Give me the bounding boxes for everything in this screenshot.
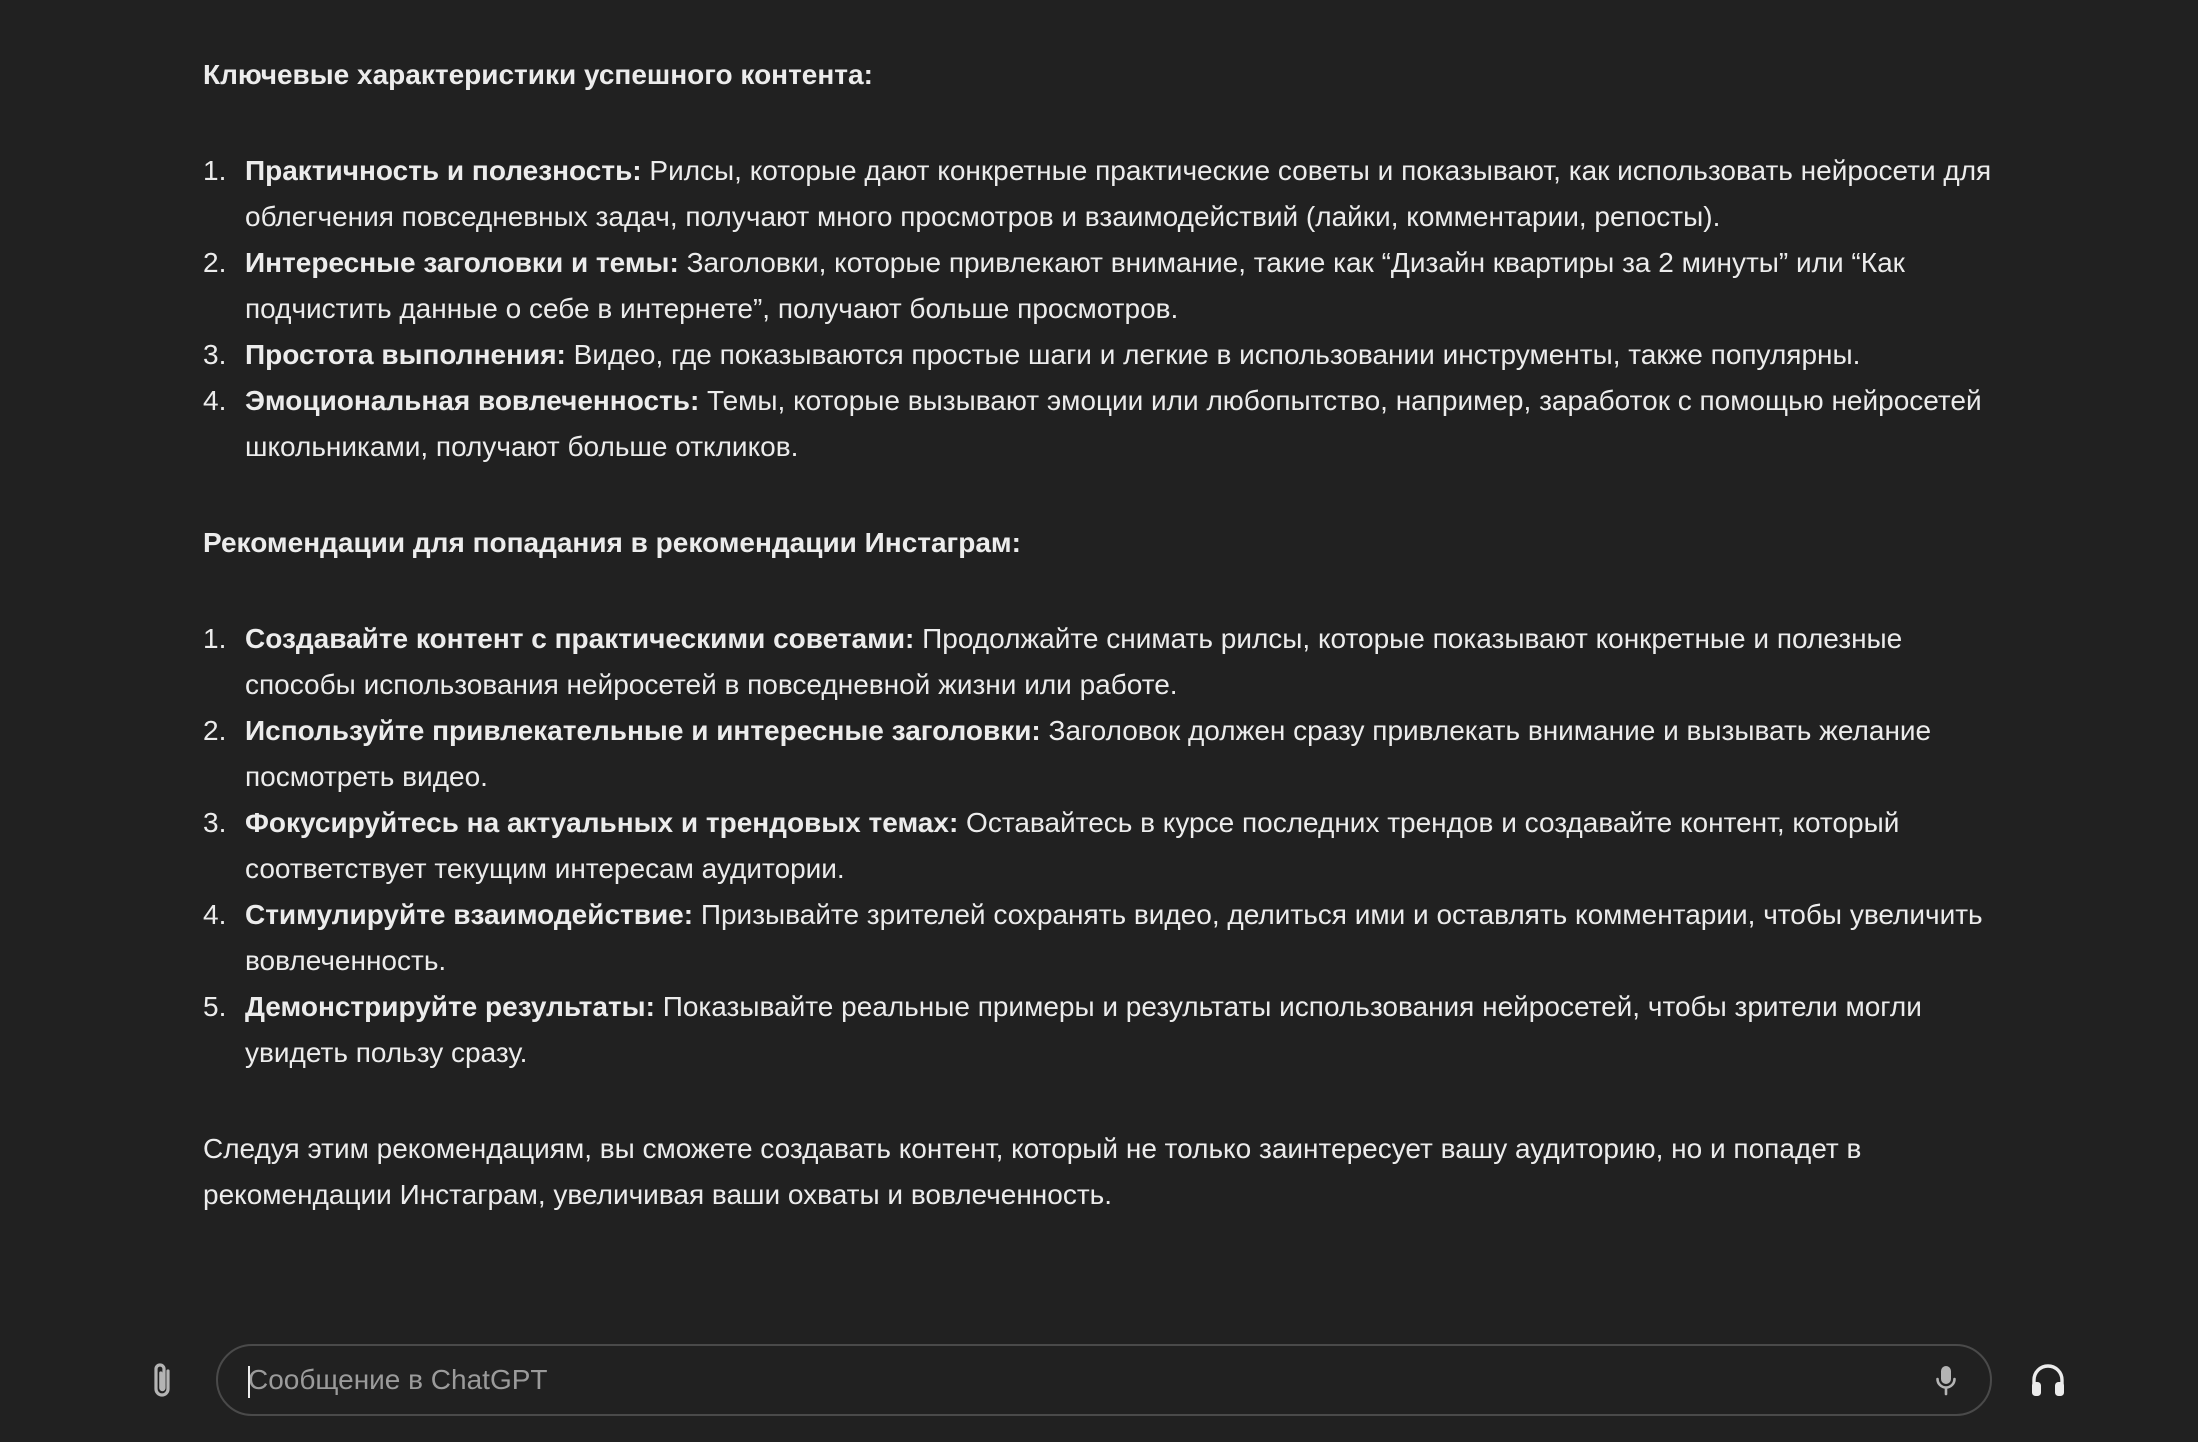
- attach-button[interactable]: [140, 1356, 184, 1404]
- voice-mode-button[interactable]: [2024, 1356, 2072, 1404]
- section-heading-recommendations: Рекомендации для попадания в рекомендации Инстаграм:: [203, 527, 1021, 558]
- closing-paragraph: Следуя этим рекомендациям, вы сможете создавать контент, который не только заинтересует вашу аудиторию, но и попадет в рекомендации Инстаграм, увеличивая ваши охваты и вовлеченность.: [203, 1133, 1862, 1210]
- message-composer[interactable]: [216, 1344, 1992, 1416]
- list-item: 1. Создавайте контент с практическими советами: Продолжайте снимать рилсы, которые показывают конкретные и полезные способы использования нейросетей в повседневной жизни или работе.: [203, 623, 1903, 700]
- characteristics-list: [203, 148, 1993, 470]
- list-item: 4. Стимулируйте взаимодействие: Призывайте зрителей сохранять видео, делиться ими и оставлять комментарии, чтобы увеличить вовлеченность.: [203, 899, 1983, 976]
- message-input[interactable]: [248, 1346, 1888, 1414]
- recommendations-list: [203, 616, 1993, 1076]
- text-caret: [248, 1366, 250, 1398]
- list-item: 3. Фокусируйтесь на актуальных и трендовых темах: Оставайтесь в курсе последних трендов и создавайте контент, который соответствует текущим интересам аудитории.: [203, 807, 1900, 884]
- list-item: 5. Демонстрируйте результаты: Показывайте реальные примеры и результаты использования нейросетей, чтобы зрители могли увидеть пользу сразу.: [203, 991, 1922, 1068]
- headphones-icon: [2028, 1360, 2068, 1400]
- list-item: 2. Интересные заголовки и темы: Заголовки, которые привлекают внимание, такие как “Дизайн квартиры за 2 минуты” или “Как подчистить данные о себе в интернете”, получают больше просмотров.: [203, 247, 1905, 324]
- dictate-button[interactable]: [1928, 1362, 1964, 1398]
- list-item: 4. Эмоциональная вовлеченность: Темы, которые вызывают эмоции или любопытство, например, заработок с помощью нейросетей школьниками, получают больше откликов.: [203, 385, 1982, 462]
- assistant-message: [203, 52, 1993, 1218]
- paperclip-icon: [147, 1360, 177, 1400]
- microphone-icon: [1935, 1364, 1957, 1396]
- list-item: 2. Используйте привлекательные и интересные заголовки: Заголовок должен сразу привлекать внимание и вызывать желание посмотреть видео.: [203, 715, 1932, 792]
- list-item: 1. Практичность и полезность: Рилсы, которые дают конкретные практические советы и показывают, как использовать нейросети для облегчения повседневных задач, получают много просмотров и взаимодействий (лайки, комментарии, репосты).: [203, 155, 1992, 232]
- list-item: 3. Простота выполнения: Видео, где показываются простые шаги и легкие в использовании инструменты, также популярны.: [203, 339, 1861, 370]
- section-heading-characteristics: Ключевые характеристики успешного контента:: [203, 59, 873, 90]
